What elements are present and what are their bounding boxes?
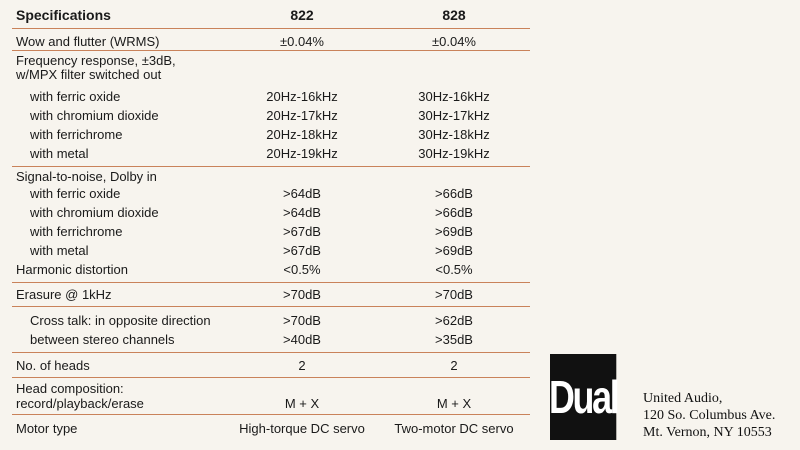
row-label: Head composition: record/playback/erase [16, 381, 144, 411]
value-828: >66dB [435, 205, 473, 220]
row-label: Signal-to-noise, Dolby in [16, 169, 157, 184]
row-head-composition [12, 377, 530, 414]
value-828: 30Hz-19kHz [418, 146, 490, 161]
value-822: <0.5% [283, 262, 321, 277]
row-wow-flutter [12, 28, 530, 50]
header-model-822: 822 [290, 7, 314, 23]
row-label: Cross talk: in opposite direction [30, 313, 211, 328]
value-822: >67dB [283, 224, 321, 239]
row-snr-chromium [12, 203, 530, 222]
value-828: >62dB [435, 313, 473, 328]
value-828: ±0.04% [432, 34, 476, 49]
row-label: with metal [30, 146, 89, 161]
row-crosstalk-stereo [12, 330, 530, 352]
value-822: >64dB [283, 205, 321, 220]
value-828: <0.5% [435, 262, 473, 277]
row-harmonic-distortion [12, 260, 530, 282]
value-828: >35dB [435, 332, 473, 347]
value-822: M + X [284, 396, 320, 411]
specifications-table [12, 6, 530, 440]
value-828: >69dB [435, 243, 473, 258]
row-freq-metal [12, 144, 530, 166]
row-motor-type [12, 414, 530, 440]
value-828: 2 [450, 358, 458, 373]
company-address [643, 390, 775, 441]
value-822: ±0.04% [280, 34, 324, 49]
value-828: >66dB [435, 186, 473, 201]
value-822: 20Hz-17kHz [266, 108, 338, 123]
table-header [12, 6, 530, 28]
row-label: Frequency response, ±3dB, w/MPX filter switched out [16, 53, 176, 82]
header-model-828: 828 [442, 7, 466, 23]
row-label: with chromium dioxide [30, 108, 159, 123]
row-erasure [12, 282, 530, 306]
address-line-street: 120 So. Columbus Ave. [643, 408, 776, 423]
value-828: Two-motor DC servo [394, 421, 514, 436]
value-822: >64dB [283, 186, 321, 201]
row-crosstalk-opposite [12, 306, 530, 330]
value-822: 20Hz-16kHz [266, 89, 338, 104]
row-label: No. of heads [16, 358, 90, 373]
value-828: 30Hz-17kHz [418, 108, 490, 123]
row-label: between stereo channels [30, 332, 175, 347]
row-label: Erasure @ 1kHz [16, 287, 112, 302]
value-822: >70dB [283, 287, 321, 302]
value-822: High-torque DC servo [239, 421, 365, 436]
value-822: 20Hz-19kHz [266, 146, 338, 161]
row-label: with metal [30, 243, 89, 258]
row-label: Motor type [16, 421, 78, 436]
row-label: with ferrichrome [30, 224, 123, 239]
value-822: 20Hz-18kHz [266, 127, 338, 142]
address-line-company: United Audio, [643, 391, 723, 406]
row-freq-chromium [12, 106, 530, 125]
value-828: 30Hz-18kHz [418, 127, 490, 142]
row-label: with ferrichrome [30, 127, 123, 142]
row-label: with chromium dioxide [30, 205, 159, 220]
row-label: with ferric oxide [30, 89, 121, 104]
value-828: M + X [436, 396, 472, 411]
header-label: Specifications [16, 7, 111, 23]
value-822: >40dB [283, 332, 321, 347]
row-label: with ferric oxide [30, 186, 121, 201]
row-frequency-title [12, 50, 530, 87]
value-828: >69dB [435, 224, 473, 239]
value-822: >70dB [283, 313, 321, 328]
row-freq-ferric [12, 87, 530, 106]
dual-logo: Dual [550, 354, 616, 440]
row-freq-ferrichrome [12, 125, 530, 144]
row-snr-ferrichrome [12, 222, 530, 241]
address-line-city: Mt. Vernon, NY 10553 [643, 425, 772, 440]
row-number-of-heads [12, 352, 530, 377]
row-label: Wow and flutter (WRMS) [16, 34, 160, 49]
row-label: Harmonic distortion [16, 262, 128, 277]
value-822: 2 [298, 358, 306, 373]
row-snr-title [12, 166, 530, 184]
row-snr-metal [12, 241, 530, 260]
value-828: 30Hz-16kHz [418, 89, 490, 104]
row-snr-ferric [12, 184, 530, 203]
value-822: >67dB [283, 243, 321, 258]
value-828: >70dB [435, 287, 473, 302]
